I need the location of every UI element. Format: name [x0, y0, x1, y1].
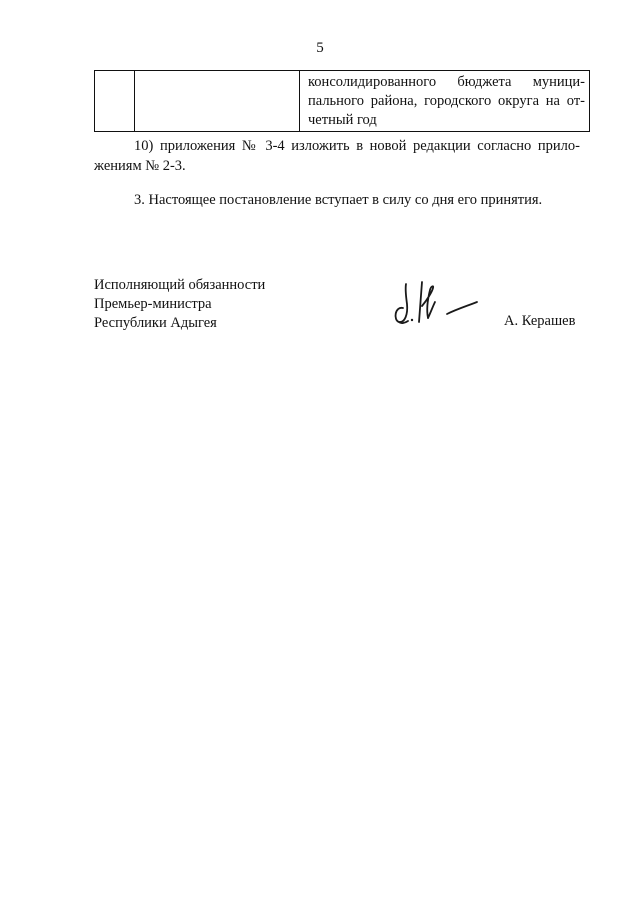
- table-cell-name: [135, 71, 300, 132]
- handwritten-signature: [385, 276, 485, 332]
- signatory-title-line: Премьер-министра: [94, 296, 212, 312]
- cell-text-line: пального района, городского округа на от-: [308, 93, 585, 109]
- signatory-title-line: Исполняющий обязанности: [94, 277, 266, 293]
- table-row: [95, 71, 590, 132]
- page-number: 5: [316, 40, 324, 56]
- cell-text-line: четный год: [308, 112, 377, 128]
- signatory-title-line: Республики Адыгея: [94, 315, 217, 331]
- table-cell-number: [95, 71, 135, 132]
- paragraph-3: 3. Настоящее постановление вступает в силу со дня его принятия.: [134, 192, 543, 208]
- signer-name: А. Керашев: [504, 313, 576, 329]
- paragraph-10-line-2: жениям № 2-3.: [94, 158, 186, 174]
- cell-text-line: консолидированного бюджета муници-: [308, 74, 585, 90]
- table-cell-description: [300, 71, 590, 132]
- paragraph-10-line-1: 10) приложения № 3-4 изложить в новой редакции согласно прило-: [134, 138, 580, 154]
- continuation-table: [94, 70, 590, 132]
- signatory-title: [94, 276, 265, 333]
